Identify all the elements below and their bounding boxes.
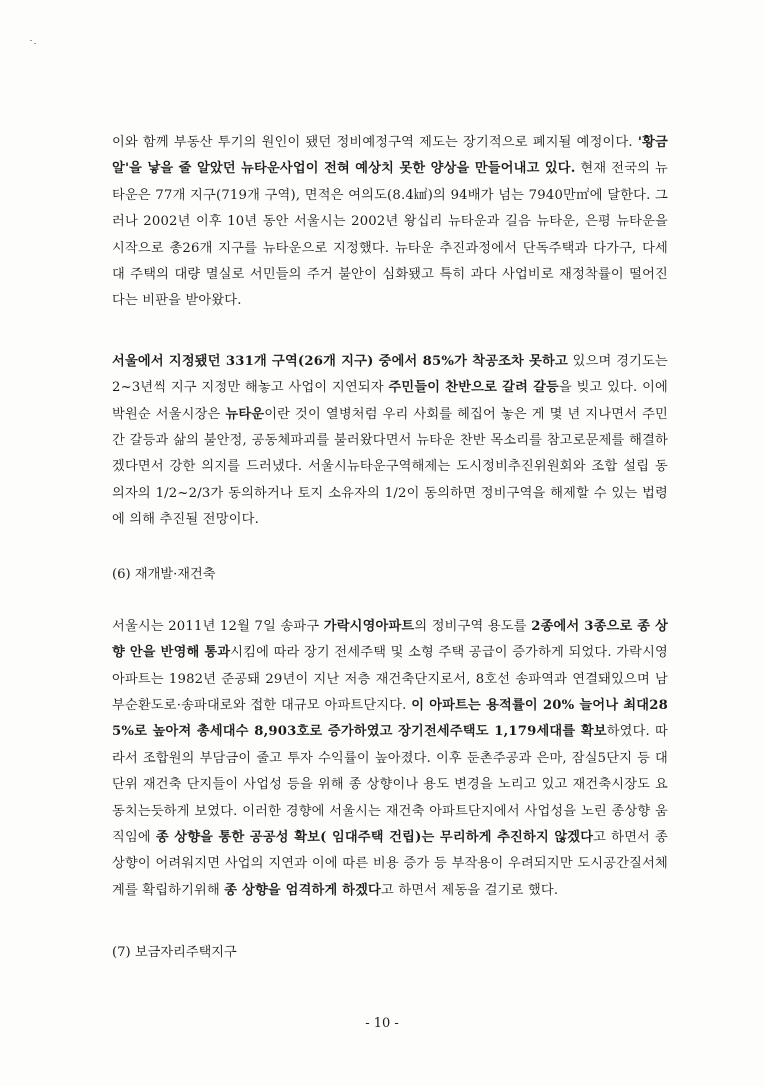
paragraph [112,349,668,534]
scan-speck [30,40,36,46]
section-heading: (7) 보금자리주택지구 [112,945,237,961]
paragraph [112,614,668,904]
text-run: 서울시는 2011년 12월 7일 송파구 [112,618,324,634]
text-run: 의 정비구역 용도를 [414,618,532,634]
bold-text-run: 이 아파트는 용적률이 20% 늘어나 최대285%로 높아져 총세대수 8,903호로 증가하였고 장기전세주택도 1,179세대를 확보 [112,697,668,740]
bold-text-run: '황금알'을 낳을 줄 알았던 뉴타운사업이 전혀 예상치 못한 양상을 만들어내고 있다. [112,135,668,177]
text-run: 시킴에 따라 장기 전세주택 및 소형 주택 공급이 증가하게 되었다. 가락시영 아파트는 1982년 준공돼 29년이 지난 저층 재건축단지로서, 8호선 송파역과 연결돼있으며 남부순환도로·송파대로와 접한 대규모 아파트단지다. [112,645,668,713]
paragraph [112,130,668,315]
bold-text-run: 종 상향을 통한 공공성 확보( 임대주택 건립)는 무리하게 추진하지 않겠다 [155,829,594,845]
text-run: 있으며 경기도는 2~3년씩 지구 지정만 해놓고 사업이 지연되자 [112,353,668,396]
page-body [112,130,668,966]
bold-text-run: 종 상향을 엄격하게 하겠다 [224,882,381,898]
text-run: 을 빚고 있다. 이에 박원순 서울시장은 [112,380,668,422]
text-run: 하였다. 따라서 조합원의 부담금이 줄고 투자 수익률이 높아졌다. 이후 둔촌주공과 은마, 잠실5단지 등 대단위 재건축 단지들이 사업성 등을 위해 종 상향이나 용도 변경을 노리고 있고 재건축시장도 요동치는듯하게 보였다. 이러한 경향에 서울시는 재건축 아파트단지에서 사업성을 노린 종상향 움직임에 [112,724,668,845]
text-run: 이와 함께 부동산 투기의 원인이 됐던 정비예정구역 제도는 장기적으로 폐지될 예정이다. [112,135,638,150]
text-run: 고 하면서 제동을 걸기로 했다. [381,882,559,898]
section-heading: (6) 재개발·재건축 [112,566,216,582]
bold-text-run: 주민들이 찬반으로 갈려 갈등 [388,380,559,396]
text-run: 고 하면서 종상향이 어려워지면 사업의 지연과 이에 따른 비용 증가 등 부작용이 우려되지만 도시공간질서체계를 확립하기위해 [112,829,668,898]
bold-text-run: 뉴타운 [225,406,265,422]
text-run: 현재 전국의 뉴타운은 77개 지구(719개 구역), 면적은 여의도(8.4㎢)의 94배가 넘는 7940만㎡에 달한다. 그러나 2002년 이후 10년 동안 서울시는 2002년 왕십리 뉴타운과 길음 뉴타운, 은평 뉴타운을 시작으로 총26개 지구를 뉴타운으로 지정했다. 뉴타운 추진과정에서 단독주택과 다가구, 다세대 주택의 대량 멸실로 서민들의 주거 불안이 심화됐고 특히 과다 사업비로 재정착률이 떨어진다는 비판을 받아왔다. [112,161,668,309]
bold-text-run: 2종에서 3종으로 종 상향 안을 반영해 통과 [112,618,669,661]
bold-text-run: 가락시영아파트 [323,618,415,634]
page-number: - 10 - [365,1016,399,1031]
text-run: 이란 것이 열병처럼 우리 사회를 헤집어 놓은 게 몇 년 지나면서 주민 간 갈등과 삶의 불안정, 공동체파괴를 불러왔다면서 뉴타운 찬반 목소리를 참고로문제를 해결하겠다면서 강한 의지를 드러냈다. 서울시뉴타운구역해제는 도시정비추진위원회와 조합 설립 동의자의 1/2~2/3가 동의하거나 토지 소유자의 1/2이 동의하면 정비구역을 해제할 수 있는 법령에 의해 추진될 전망이다. [112,406,668,528]
bold-text-run: 서울에서 지정됐던 331개 구역(26개 지구) 중에서 85%가 착공조차 못하고 [112,353,568,369]
